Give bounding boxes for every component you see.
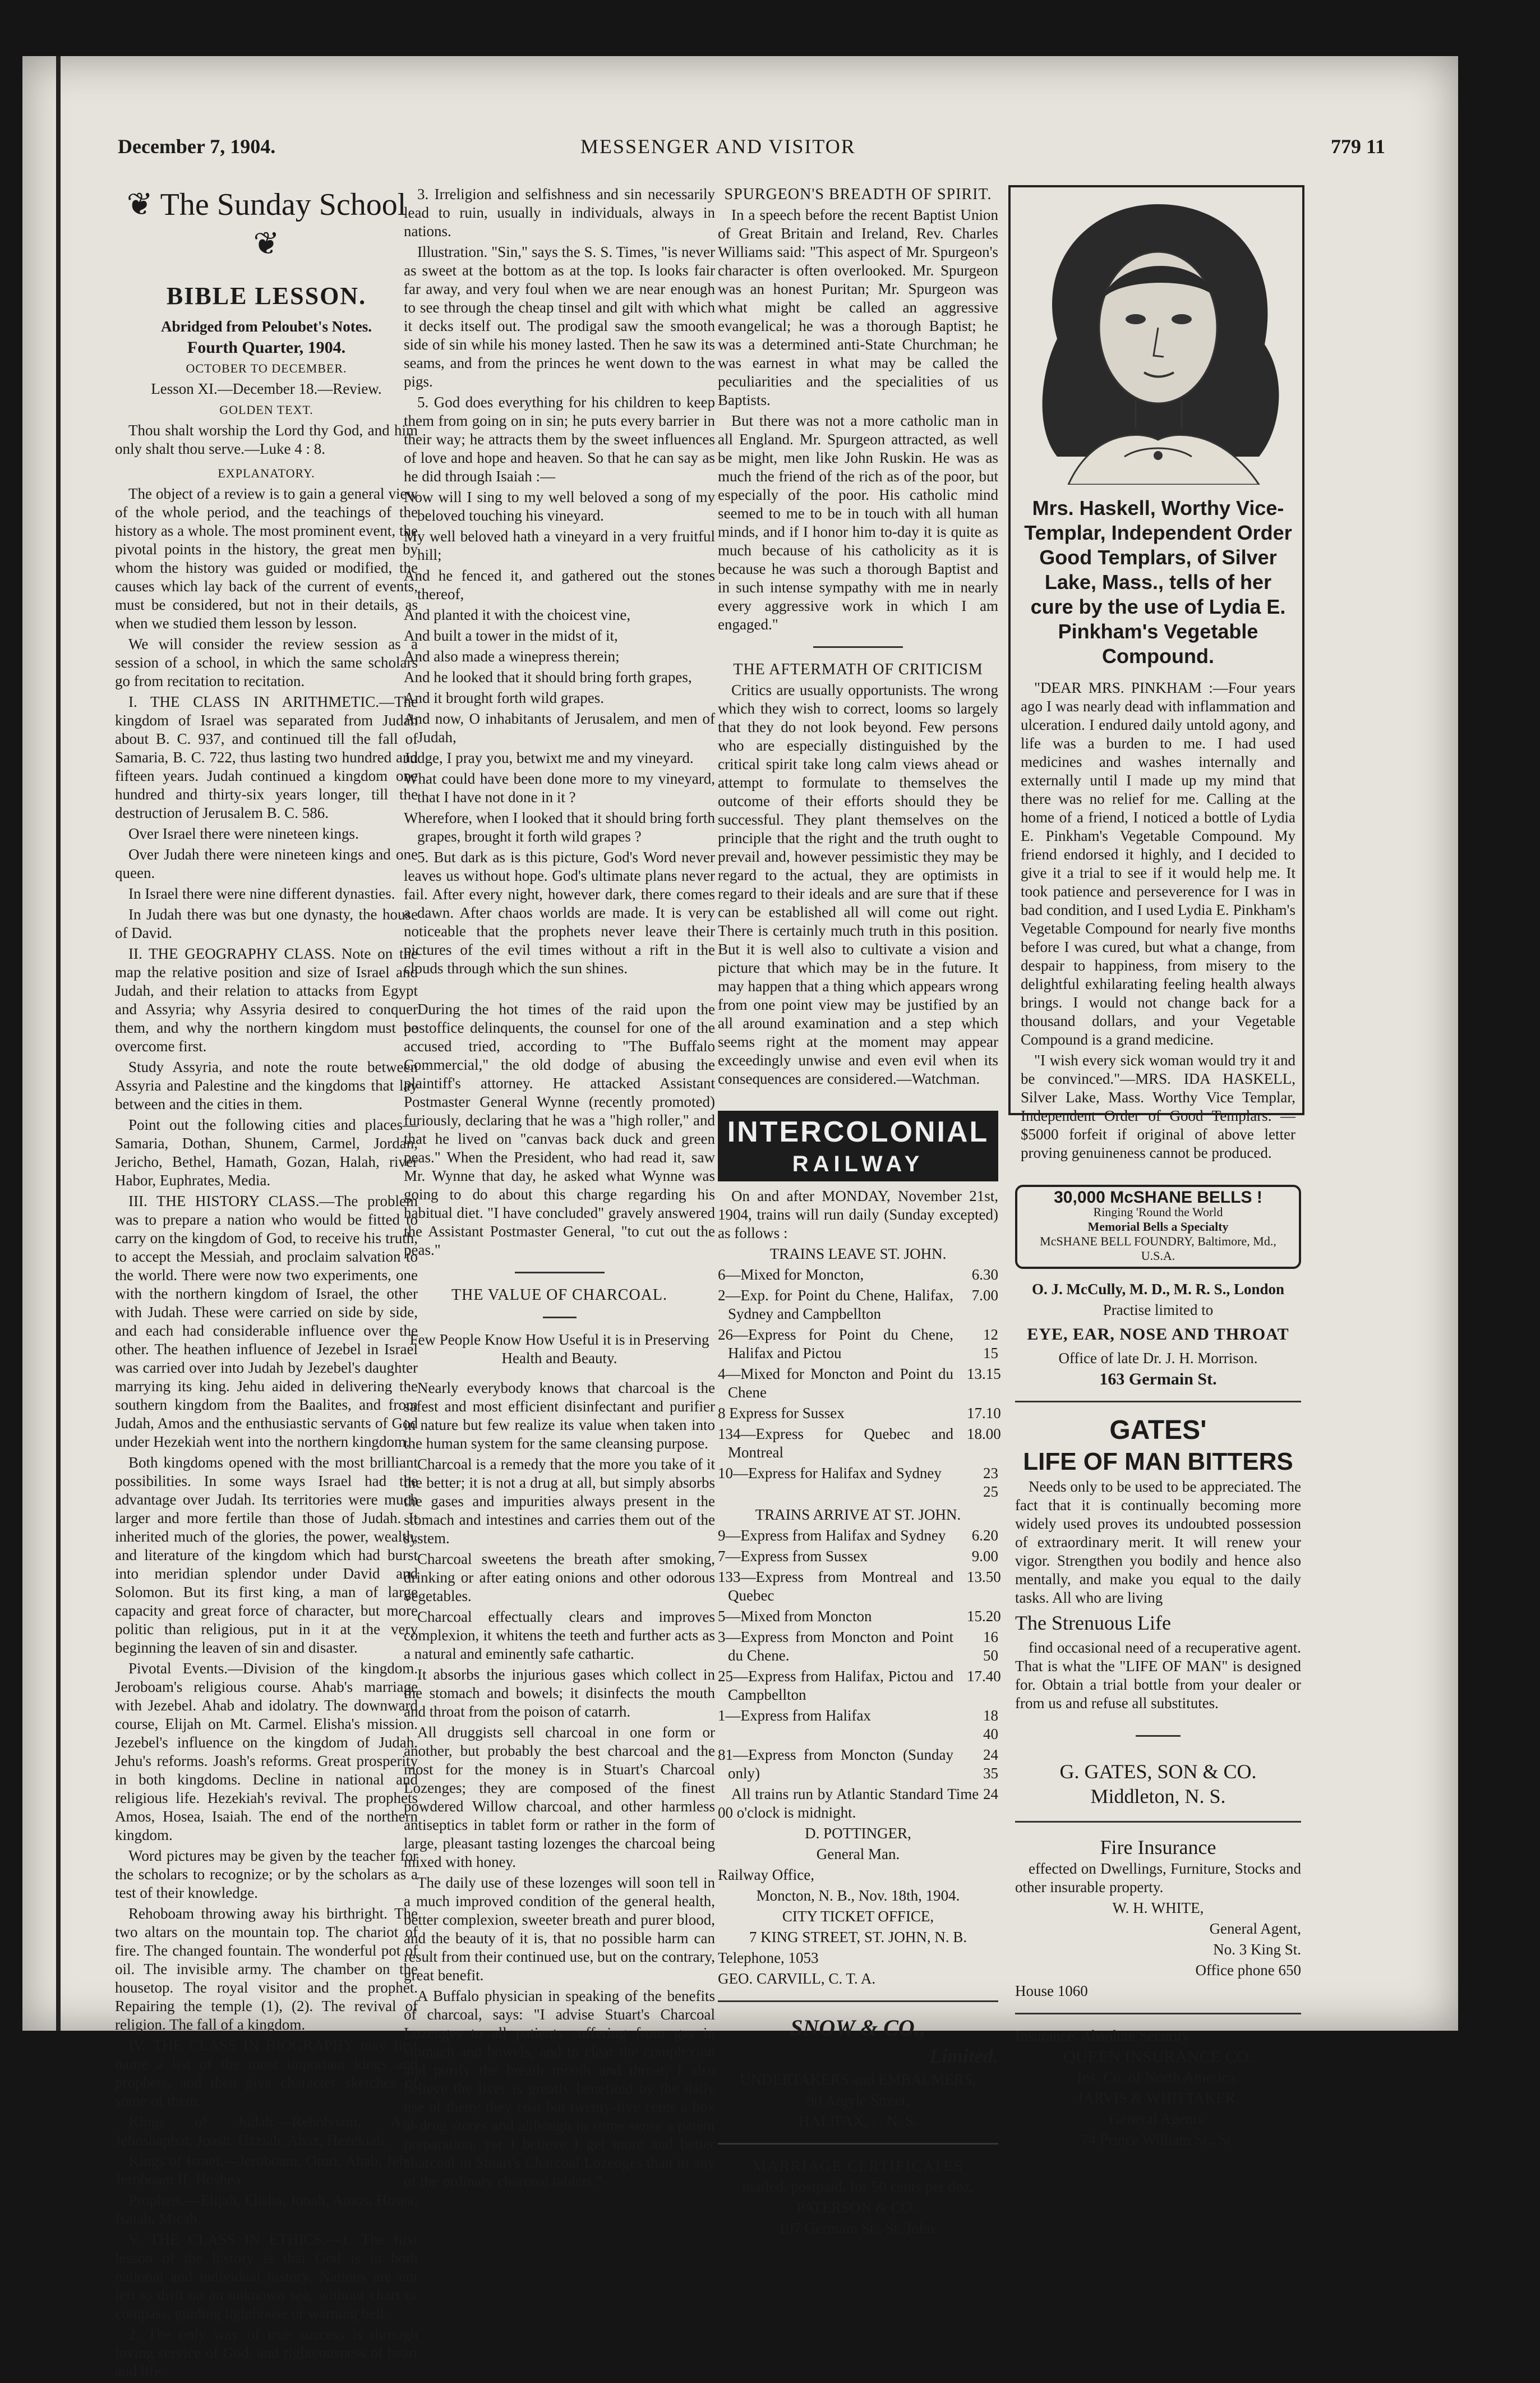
portrait-illustration-icon [1023,193,1293,485]
paragraph: Prophets.—Elijah, Elisha, Jonah, Amos, Hosea, Isaiah, Micah. [115,2192,418,2227]
train-time: 6.20 [971,1527,998,1544]
bells-foundry: McSHANE BELL FOUNDRY, Baltimore, Md., U.S.A. [1040,1234,1276,1263]
train-description: 2—Exp. for Point du Chene, Halifax, Sydney and Campbellton [718,1287,953,1322]
fire-title: Fire Insurance [1100,1836,1216,1858]
fire-office-phone: Office phone 650 [1195,1962,1301,1979]
paragraph: 5. But dark as is this picture, God's Word never leaves us without hope. God's ultimate plans never fail. After every night, however dark, there comes a dawn. After chaos worlds are made. It is very noticeable that the prophets never leave their pictures of the evil times without a rift in the clouds through which the sun shines. [404,849,715,977]
golden-text-heading: GOLDEN TEXT. [219,403,313,417]
paragraph: Nearly everybody knows that charcoal is the safest and most efficient disinfectant and purifier in nature but few realize its value when taken into the human system for the same cleansing purpose. [404,1379,715,1452]
divider [515,1272,605,1273]
lesson-body [115,485,418,2381]
issue-date: December 7, 1904. [118,135,276,158]
ic-subtitle: RAILWAY [718,1151,998,1181]
queen-insurance-ad [1015,2027,1301,2149]
verse-line: Wherefore, when I looked that it should bring forth grapes, brought it forth wild grapes ? [404,809,715,845]
ic-note: All trains run by Atlantic Standard Time 24 00 o'clock is midnight. [718,1786,998,1821]
woman-portrait [1023,193,1293,485]
divider [1015,1821,1301,1823]
divider [1015,2013,1301,2014]
train-row [718,1464,998,1501]
page-header [118,135,1408,168]
train-row [718,1266,998,1284]
train-row [718,1286,998,1323]
divider [813,646,903,648]
train-time: 23 25 [983,1465,998,1500]
train-time: 18 40 [983,1707,998,1742]
train-row [718,1628,998,1665]
column-three [718,185,1001,2240]
paragraph: I. THE CLASS IN ARITHMETIC.—The kingdom of Israel was separated from Judah about B. C. 937, and continued till the fall of Samaria, B. C. 722, thus lasting two hundred and fifteen years. Judah continued a kingdom one hundred and thirty-six years longer, till the destruction of Jerusalem B. C. 586. [115,693,418,821]
train-row [718,1568,1001,1605]
train-row [718,1547,998,1566]
train-time: 9.00 [971,1548,998,1565]
bells-title: 30,000 McSHANE BELLS ! [1054,1188,1262,1207]
train-row [718,1404,1001,1423]
fire-agent: W. H. WHITE, [1112,1899,1204,1916]
queen-agents: JARVIS & WHITTAKER, [1077,2090,1239,2106]
raid-anecdote: During the hot times of the raid upon the postoffice delinquents, the counsel for one of the accused tried, according to "The Buffalo Commercial," the old dodge of abusing the plaintiff's attorney. He attacked Assistant Postmaster General Wynne (recently promoted) furiously, declaring that he was a "high roller," and that he lived on "canvas back duck and green peas." When the President, who had read it, saw Mr. Wynne that day, he asked what Wynne was going to do about this charge regarding his habitual diet. "I have concluded" gravely answered the Assistant Postmaster General, "to cut out the peas." [404,1001,715,1258]
paragraph: Rehoboam throwing away his birthright. The two altars on the mountain top. The chariot of fire. The changed fountain. The wonderful pot of oil. The invisible army. The chamber on the housetop. The royal visitor and the prophet. Repairing the temple (1), (2). The revival of religion. The fall of a kingdom. [115,1905,418,2033]
divider [1015,1401,1301,1402]
ic-office: Railway Office, [718,1866,814,1883]
paragraph: Over Judah there were nineteen kings and one queen. [115,846,418,881]
column-sunday-school [115,185,418,2383]
paragraph: It absorbs the injurious gases which collect in the stomach and bowels; it disinfects the mouth and throat from the poison of catarrh. [404,1666,715,1720]
paragraph: Word pictures may be given by the teacher for the scholars to recognize; or by the scholars as a test of their knowledge. [115,1847,418,1901]
ticket-phone: Telephone, 1053 [718,1949,819,1966]
paragraph: Pivotal Events.—Division of the kingdom. Jeroboam's religious course. Ahab's marriage with Jezebel. Ahab and idolatry. The downward course, Elijah on Mt. Carmel. Elisha's mission. Jezebel's influence on the kingdom of Judah. Jehu's reforms. Joash's reforms. Great prosperity in both kingdoms. Decline in national and religious life. Hezekiah's revival. The prophets Amos, Hosea, Isaiah. The end of the northern kingdom. [115,1660,418,1843]
paragraph: The object of a review is to gain a general view of the whole period, and the teachings of the history as a whole. The most prominent event, the pivotal points in the history, the great men by whom the history was guided or modified, the causes which lay back of the current of events, must be considered, but not in their details, as when we studied them lesson by lesson. [115,485,418,632]
charcoal-title: THE VALUE OF CHARCOAL. [451,1286,667,1304]
train-description: 6—Mixed for Moncton, [718,1266,864,1283]
snow-ad [718,2014,998,2131]
doctor-specialty: EYE, EAR, NOSE AND THROAT [1027,1325,1289,1344]
paragraph: 2. The only way of true success is through loving service of God, and righteousness of heart and life. [115,2326,418,2380]
verse-line: And also made a winepress therein; [404,648,620,665]
queen-address: 74 Prince William St., St. [1081,2131,1235,2148]
gates-company: G. GATES, SON & CO. [1059,1760,1257,1783]
charcoal-article [404,1379,715,2191]
train-row [718,1326,998,1363]
pinkham-testimonial: "DEAR MRS. PINKHAM :—Four years ago I was nearly dead with inflammation and ulceration. I endured daily untold agony, and life was a burden to me. I had used medicines and washes internally and externally until I made up my mind that there was no relief for me. Calling at the home of a friend, I noticed a bottle of Lydia E. Pinkham's Vegetable Compound. My friend endorsed it highly, and I decided to give it a trial to see if it would help me. It took patience and perseverence for I was in bad condition, and I used Lydia E. Pinkham's Vegetable Compound for nearly five months before I was cured, but what a change, from despair to happiness, from misery to the delightful exhilarating feeling health always brings. I would not change back for a thousand dollars, and your Vegetable Compound is a grand medicine. [1021,679,1295,1048]
pinkham-signoff: "I wish every sick woman would try it and be convinced."—MRS. IDA HASKELL, Silver Lake, Mass. Worthy Vice Templar, Independent Order of Good Templars. —$5000 forfeit if original of above letter proving genuineness cannot be produced. [1021,1052,1295,1161]
leaf-ornament-icon: ❦ [253,227,280,261]
train-time: 12 15 [983,1326,998,1361]
gates-title: GATES' [1109,1415,1207,1445]
verse-line: And it brought forth wild grapes. [404,689,604,706]
paper-name: MESSENGER AND VISITOR [580,135,856,158]
paragraph: V. THE CLASS IN ETHICS.—1. The first lesson of the history is that God is in both national and individual history. Nations are not left to drift on an unknown sea, without chart or compass, guiding lighthouse or warning bell. [115,2231,418,2322]
paragraph: But there was not a more catholic man in all England. Mr. Spurgeon attracted, as well be might, men like John Ruskin. He was as much the friend of the rich as of the poor, but especially of the poor. His catholic mind seemed to me to be in touch with all human minds, and if I honor him to-day it is quite as much because of his catholicity as it is because he was such a thorough Baptist and in such intense sympathy with me in nearly every aggressive work in which I am engaged." [718,412,998,633]
snow-business: UNDERTAKERS and EMBALMERS, [740,2071,976,2088]
train-row [718,1425,1001,1462]
train-description: 5—Mixed from Moncton [718,1608,872,1625]
ic-date: Moncton, N. B., Nov. 18th, 1904. [756,1887,960,1904]
verse-line: Now will I sing to my well beloved a song of my beloved touching his vineyard. [404,489,715,524]
train-time: 17.10 [967,1405,1001,1421]
mcshane-bells-ad [1015,1185,1301,1269]
paragraph: Over Israel there were nineteen kings. [128,825,359,842]
ic-signature-title: General Man. [816,1846,900,1862]
criticism-title: THE AFTERMATH OF CRITICISM [733,661,983,678]
train-time: 13.15 [967,1365,1001,1382]
train-row [718,1706,998,1743]
train-time: 13.50 [967,1568,1001,1585]
train-description: 3—Express from Moncton and Point du Chene. [718,1628,953,1664]
page-number: 779 11 [1330,135,1385,158]
train-description: 7—Express from Sussex [718,1548,868,1565]
paragraph: A Buffalo physician in speaking of the benefits of charcoal, says: "I advise Stuart's Charcoal Lozenges to all patients suffering from gas in stomach and bowels, and to clear the complexion and purify the breath mouth and throat; I also believe the liver is greatly benefited by the daily use of them; they cost but twenty-five cents a box at drug stores and although in some sense a patent preparation, yet I believe I get more and better charcoal in Stuart's Charcoal Lozenges than in any of the ordinary charcoal tablets." [404,1988,715,2189]
verse-line: Judge, I pray you, betwixt me and my vineyard. [404,749,694,766]
paragraph: Charcoal sweetens the breath after smoking, drinking or after eating onions and other odorous vegetables. [404,1551,715,1604]
fire-address: No. 3 King St. [1213,1941,1301,1958]
ticket-office: CITY TICKET OFFICE, [782,1908,934,1925]
intercolonial-ad [718,1111,1001,1988]
gates-location: Middleton, N. S. [1090,1785,1226,1807]
paragraph: In Judah there was but one dynasty, the house of David. [115,906,418,941]
train-row [718,1607,1001,1626]
gates-ad [1015,1415,1301,1809]
doctor-ad [1015,1280,1301,1388]
lesson-line: Lesson XI.—December 18.—Review. [151,380,382,397]
train-row [718,1746,998,1783]
paragraph: All druggists sell charcoal in one form or another, but probably the best charcoal and the most for the money is in Stuart's Charcoal Lozenges; they are composed of the finest powdered Willow charcoal, and other harmless antiseptics in tablet form or rather in the form of large, pleasant tasting lozenges the charcoal being mixed with honey. [404,1724,715,1870]
fire-agent-title: General Agent, [1209,1920,1301,1937]
queen-company-2: Ins. Co. of North America. [1077,2069,1239,2086]
train-description: 9—Express from Halifax and Sydney [718,1527,946,1544]
train-description: 81—Express from Moncton (Sunday only) [718,1746,953,1782]
paragraph: Charcoal is a remedy that the more you take of it the better; it is not a drug at all, but simply absorbs the gases and impurities always present in the stomach and intestines and carries them out of the system. [404,1456,715,1547]
quarter: Fourth Quarter, 1904. [187,338,346,357]
paragraph: In Israel there were nine different dynasties. [128,885,395,902]
train-time: 15.20 [967,1608,1001,1625]
gates-body-2: find occasional need of a recuperative agent. That is what the "LIFE OF MAN" is designed for. Obtain a trial bottle from your dealer or from us and refuse all substitutes. [1015,1639,1301,1712]
gates-body: Needs only to be used to be appreciated. The fact that it is continually becoming more widely used proves its undoubted possession of extraordinary merit. It will renew your vigor. Strengthen you bodily and hence also mentally, and make you equal to the daily tasks. All who are living [1015,1478,1301,1606]
paragraph: In a speech before the recent Baptist Union of Great Britain and Ireland, Rev. Charles Williams said: "This aspect of Mr. Spurgeon's character is often overlooked. Mr. Spurgeon was an honest Puritan; Mr. Spurgeon was what might be called an aggressive evangelical; he was a thorough Baptist; he was a determined anti-State Churchman; he was earnest in what may be called the peculiarities and the specialities of us Baptists. [718,206,998,408]
divider [1136,1735,1181,1737]
paragraph: II. THE GEOGRAPHY CLASS. Note on the map the relative position and size of Israel and Judah, and their relation to attacks from Egypt and Assyria; why Assyria desired to conquer them, and why the northern kingdom must be overcome first. [115,945,418,1055]
doctor-name: O. J. McCully, M. D., M. R. S., London [1031,1281,1285,1298]
ic-intro: On and after MONDAY, November 21st, 1904, trains will run daily (Sunday excepted) as follows : [718,1188,998,1241]
column-two [404,185,715,2193]
verse-line: My well beloved hath a vineyard in a very fruitful hill; [404,528,715,563]
marriage-seller: PATERSON & CO., [796,2199,920,2216]
verse-line: And he looked that it should bring forth grapes, [404,669,692,686]
train-row [718,1526,998,1545]
verse-line: And planted it with the choicest vine, [404,606,631,623]
queen-company: QUEEN INSURANCE CO. [1063,2048,1253,2066]
paragraph: Kings of Judah.—Rehoboam, Asa, Jehoshaphat, Joash, Uzziah, Ahaz, Hezekiah. [115,2113,418,2149]
lesson-hope [404,848,715,978]
ic-signature: D. POTTINGER, [805,1825,911,1842]
bells-specialty: Memorial Bells a Specialty [1087,1220,1229,1234]
paragraph: III. THE HISTORY CLASS.—The problem was to prepare a nation who would be fitted to carry on the kingdom of God, to receive his truth, to accept the Messiah, and proclaim salvation to the world. There were now two experiments, one with the northern kingdom of Israel, the other with Judah. These were carried on side by side, and each had considerable influence over the other. The heathen influence of Jezebel in Israel was carried over into Judah by Jezebel's daughter marrying its king. Jehu aided in delivering the southern kingdom from the Baalites, and from Judah, Amos and the enthusiastic servants of God under Hezekiah went into the northern kingdom. [115,1193,418,1450]
paragraph: The daily use of these lozenges will soon tell in a much improved condition of the general health, better complexion, sweeter breath and purer blood, and the beauty of it is, that no possible harm can result from their continued use, but on the contrary, great benefit. [404,1874,715,1984]
paragraph: Both kingdoms opened with the most brilliant possibilities. In some ways Israel had the advantage over Judah. Its territories were much larger and more fertile than those of Judah. It inherited much of the glories, the power, wealth, and literature of the kingdom which had burst into meridian splendor under David and Solomon. But its first king, a man of large capacity and great force of character, but more politic than religious, put in it at the very beginning the leaven of sin and disaster. [115,1454,418,1656]
divider [543,1317,577,1318]
paragraph: 3. Irreligion and selfishness and sin necessarily lead to ruin, usually in individuals, always in nations. [404,186,715,240]
marriage-address: 107 Germain St., St. John. [778,2220,938,2237]
section-title: ❦ The Sunday School ❦ [126,187,407,261]
train-description: 10—Express for Halifax and Sydney [718,1465,942,1482]
golden-text: Thou shalt worship the Lord thy God, and him only shalt thou serve.—Luke 4 : 8. [115,422,418,457]
train-description: 4—Mixed for Moncton and Point du Chene [718,1365,953,1401]
gates-strenuous: The Strenuous Life [1015,1612,1171,1634]
marriage-title: MARRIAGE CERTIFICATES [753,2157,963,2174]
ticket-agent: GEO. CARVILL, C. T. A. [718,1970,876,1987]
fire-insurance-ad [1015,1835,1301,2000]
pinkham-headline: Mrs. Haskell, Worthy Vice-Templar, Independent Order Good Templars, of Silver Lake, Mass., tells of her cure by the use of Lydia E. Pinkham's Vegetable Compound. [1024,496,1292,668]
paragraph: We will consider the review session as a session of a school, in which the same scholars go from recitation to recitation. [115,636,418,689]
snow-city: HALIFAX, . . N. S. [799,2113,917,2129]
doctor-address: 163 Germain St. [1099,1370,1217,1388]
leave-table [718,1266,1001,1501]
doctor-practise: Practise limited to [1103,1301,1214,1318]
column-ads [1015,185,1301,2151]
arrive-table [718,1526,1001,1783]
queen-tagline: Insurance. Absolute Security [1015,2027,1190,2044]
explanatory-heading: EXPLANATORY. [218,466,315,480]
train-time: 24 35 [983,1746,998,1782]
newspaper-page [22,56,1458,2380]
verse-line: And now, O inhabitants of Jerusalem, and men of Judah, [404,710,715,746]
train-description: 133—Express from Montreal and Quebec [718,1568,953,1604]
leave-heading: TRAINS LEAVE ST. JOHN. [769,1245,947,1262]
bells-slogan: Ringing 'Round the World [1093,1205,1223,1219]
verse-line: What could have been done more to my vineyard, that I have not done in it ? [404,770,715,806]
train-time: 7.00 [971,1287,998,1304]
train-description: 25—Express from Halifax, Pictou and Campbellton [718,1668,953,1703]
verse-line: And built a tower in the midst of it, [404,627,618,644]
lesson-continued [404,185,715,486]
train-time: 16 50 [983,1628,998,1664]
marriage-price: mailed, postpaid, for 50 cents per doz. [742,2178,974,2195]
train-description: 134—Express for Quebec and Montreal [718,1425,953,1461]
marriage-ad [718,2157,998,2238]
train-time: 6.30 [971,1266,998,1283]
paragraph: Charcoal effectually clears and improves complexion, it whitens the teeth and further acts as a natural and eminently safe cathartic. [404,1608,715,1662]
fire-house-phone: House 1060 [1015,1982,1088,1999]
train-description: 26—Express for Point du Chene, Halifax and Pictou [718,1326,953,1361]
snow-limited: Limited. [929,2045,998,2067]
train-description: 8 Express for Sussex [718,1405,845,1421]
divider [718,2143,998,2145]
paragraph: Point out the following cities and places—Samaria, Dothan, Shunem, Carmel, Jordan, Jericho, Bethel, Hamath, Gozan, Halah, river Habor, Euphrates, Media. [115,1116,418,1189]
queen-agents-title: General Agents. [1109,2110,1207,2127]
gates-product: LIFE OF MAN BITTERS [1023,1448,1293,1475]
spurgeon-article [718,206,998,634]
paragraph: Study Assyria, and note the route between Assyria and Palestine and the kingdoms that lay between and the cities in them. [115,1059,418,1112]
vineyard-verse [404,488,715,846]
charcoal-subtitle: Few People Know How Useful it is in Preserving Health and Beauty. [409,1331,709,1367]
train-row [718,1667,1001,1704]
train-time: 17.40 [967,1668,1001,1685]
paragraph: IV. THE CLASS IN BIOGRAPHY may first name a list of the most important kings and prophets, and then give character sketches of some of them. [115,2037,418,2109]
ic-title: INTERCOLONIAL [718,1111,998,1151]
train-time: 18.00 [967,1425,1001,1442]
paragraph: 5. God does everything for his children to keep them from going on in sin; he puts every barrier in their way; he attracts them by the sweet influences of love and hope and heaven. So that he can say as he did through Isaiah :— [404,394,715,485]
leaf-ornament-icon: ❦ [126,187,160,222]
snow-street: 90 Argyle Street, [806,2092,910,2109]
train-row [718,1365,1001,1402]
paragraph: Illustration. "Sin," says the S. S. Times, "is never as sweet at the bottom as at the top. Is looks fair far away, and very foul when we are near enough to see through the cheap tinsel and gilt with which it decks itself out. The prodigal saw the smooth side of sin while his money lasted. Then he saw its seams, and from the princes he went down to the pigs. [404,243,715,390]
fire-body: effected on Dwellings, Furniture, Stocks and other insurable property. [1015,1860,1301,1896]
train-description: 1—Express from Halifax [718,1707,871,1724]
lesson-title: BIBLE LESSON. [166,282,367,310]
period: OCTOBER TO DECEMBER. [186,361,347,375]
criticism-article: Critics are usually opportunists. The wrong which they wish to correct, looms so largely that they do not look beyond. Few persons who are especially distinguished by the critical spirit take long calm views ahead or attempt to formulate to themselves the outcome of their efforts should they be successful. They plant themselves on the principle that the right and the truth ought to prevail and, however pessimistic they may be regard to the actual, they are optimists in regard to their ideals and are sure that if these can be established all will come out right. There is certainly much truth in this position. But it is well also to cultivate a vision and picture that which may be in the future. It may happen that a thing which appears wrong from one point view may be justified by an all around examination and a step which seems right at the moment may appear exceedingly unwise and even evil when its consequences are considered.—Watchman. [718,682,998,1087]
paragraph: Kings of Israel.—Jeroboam, Omri, Ahab, Jehu, Jeroboam II, Hoshea. [115,2152,418,2188]
arrive-heading: TRAINS ARRIVE AT ST. JOHN. [755,1506,961,1523]
abridged-note: Abridged from Peloubet's Notes. [161,318,372,335]
spurgeon-title: SPURGEON'S BREADTH OF SPIRIT. [724,186,992,203]
doctor-office: Office of late Dr. J. H. Morrison. [1058,1350,1258,1367]
ticket-address: 7 KING STREET, ST. JOHN, N. B. [749,1929,967,1945]
snow-name: SNOW & CO., [790,2015,926,2040]
divider [718,2000,998,2002]
verse-line: And he fenced it, and gathered out the stones thereof, [404,567,715,602]
